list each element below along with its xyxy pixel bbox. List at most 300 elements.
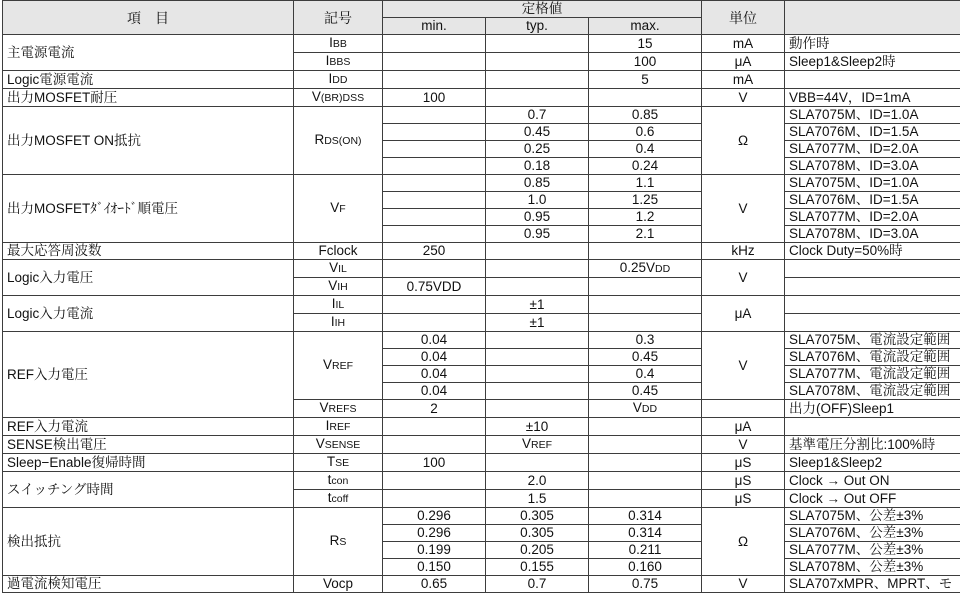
condition-text: 基準電圧分割比:100%時 <box>789 436 936 452</box>
symbol-cell <box>294 436 383 454</box>
condition-cell <box>785 490 960 508</box>
max-value: 0.211 <box>628 542 662 557</box>
max-cell <box>589 366 702 383</box>
item-name-cell <box>3 436 294 454</box>
condition-text: SLA7078M、ID=3.0A <box>789 158 919 173</box>
unit-value: kHz <box>731 243 755 258</box>
unit-cell <box>702 436 785 454</box>
symbol-subscript: SENSE <box>324 439 361 451</box>
table-row <box>3 260 960 278</box>
item-name: 検出抵抗 <box>7 533 61 549</box>
condition-cell <box>785 418 960 436</box>
unit-value: Ω <box>737 132 749 148</box>
unit-cell <box>702 89 785 107</box>
condition-cell <box>785 209 960 226</box>
table-row <box>3 576 960 593</box>
max-cell <box>589 278 702 296</box>
header-symbol: 記号 <box>294 1 383 35</box>
min-value: 0.296 <box>417 525 451 540</box>
symbol-subscript: REFS <box>328 403 357 415</box>
symbol-main: V <box>319 400 329 415</box>
symbol-subscript: IL <box>335 299 345 311</box>
unit-value: mA <box>732 71 754 87</box>
unit-cell <box>702 454 785 472</box>
condition-cell <box>785 576 960 593</box>
max-subscript: DD <box>641 403 658 415</box>
symbol-cell <box>294 89 383 107</box>
max-cell <box>589 226 702 243</box>
max-cell <box>589 243 702 260</box>
symbol-cell <box>294 260 383 278</box>
item-name-cell <box>3 508 294 576</box>
condition-cell <box>785 158 960 175</box>
item-name: REF入力電流 <box>7 418 88 434</box>
max-cell <box>589 107 702 124</box>
item-name: Logic入力電圧 <box>7 269 94 285</box>
min-cell <box>383 124 486 141</box>
min-cell <box>383 576 486 593</box>
item-name: 最大応答周波数 <box>7 243 102 258</box>
typ-cell <box>486 508 589 525</box>
min-value: 0.04 <box>420 332 448 347</box>
max-value: 0.160 <box>628 559 662 574</box>
header-unit: 単位 <box>702 1 785 35</box>
symbol-cell <box>294 472 383 490</box>
unit-cell <box>702 508 785 576</box>
min-cell <box>383 400 486 418</box>
condition-cell <box>785 89 960 107</box>
max-value: V <box>632 400 642 415</box>
min-cell <box>383 366 486 383</box>
symbol-cell <box>294 576 383 593</box>
min-cell <box>383 454 486 472</box>
symbol-cell <box>294 71 383 89</box>
typ-value: 0.95 <box>523 226 551 241</box>
item-name-cell <box>3 296 294 332</box>
typ-value: 0.7 <box>527 107 547 122</box>
condition-cell <box>785 53 960 71</box>
header-min: min. <box>383 18 486 35</box>
min-cell <box>383 472 486 490</box>
condition-cell <box>785 124 960 141</box>
symbol-cell <box>294 278 383 296</box>
item-name-cell <box>3 418 294 436</box>
min-cell <box>383 260 486 278</box>
item-name: Logic電源電流 <box>7 71 94 87</box>
max-cell <box>589 490 702 508</box>
typ-value: 0.45 <box>523 124 551 139</box>
symbol-main: t <box>327 472 332 487</box>
typ-cell <box>486 454 589 472</box>
unit-cell <box>702 53 785 71</box>
max-value: 1.1 <box>635 175 655 190</box>
unit-value: V <box>738 89 748 105</box>
symbol-cell <box>294 53 383 71</box>
unit-value: μA <box>734 53 752 69</box>
min-cell <box>383 559 486 576</box>
min-cell <box>383 278 486 296</box>
typ-cell <box>486 209 589 226</box>
min-value: 250 <box>422 243 446 258</box>
typ-cell <box>486 576 589 593</box>
electrical-characteristics-table <box>2 0 960 593</box>
table-row <box>3 175 960 192</box>
max-value: 0.75 <box>631 576 659 591</box>
typ-cell <box>486 400 589 418</box>
max-cell <box>589 383 702 400</box>
header-rating: 定格値 <box>383 1 702 18</box>
table-row <box>3 436 960 454</box>
typ-cell <box>486 141 589 158</box>
condition-cell <box>785 192 960 209</box>
max-value: 2.1 <box>635 226 655 241</box>
item-name-cell <box>3 71 294 89</box>
symbol-subscript: REF <box>332 360 353 372</box>
max-cell <box>589 418 702 436</box>
condition-text: VBB=44V，ID=1mA <box>789 89 911 105</box>
symbol-cell <box>294 243 383 260</box>
item-name: 出力MOSFET ON抵抗 <box>7 132 142 148</box>
symbol-main: I <box>325 418 330 433</box>
min-cell <box>383 542 486 559</box>
table-body <box>3 35 960 593</box>
typ-cell <box>486 296 589 314</box>
typ-cell <box>486 226 589 243</box>
typ-cell <box>486 243 589 260</box>
symbol-main: R <box>329 533 340 548</box>
item-name-cell <box>3 576 294 593</box>
header-typ: typ. <box>486 18 589 35</box>
condition-text: SLA7078M、電流設定範囲 <box>789 383 951 398</box>
condition-text: SLA7076M、電流設定範囲 <box>789 349 951 364</box>
symbol-subscript: IH <box>337 281 348 293</box>
symbol-cell <box>294 296 383 314</box>
typ-cell <box>486 192 589 209</box>
symbol-subscript: SE <box>335 457 350 469</box>
min-cell <box>383 89 486 107</box>
unit-value: V <box>738 576 748 591</box>
item-name: 過電流検知電圧 <box>7 576 102 591</box>
header-item: 項 目 <box>3 1 294 35</box>
max-cell <box>589 89 702 107</box>
max-cell <box>589 332 702 349</box>
symbol-main: V <box>328 278 338 293</box>
symbol-main: I <box>330 314 335 329</box>
item-name-cell <box>3 332 294 418</box>
max-cell <box>589 35 702 53</box>
symbol-main: I <box>331 296 336 311</box>
condition-cell <box>785 349 960 366</box>
min-value: 0.04 <box>420 366 448 381</box>
unit-value: μS <box>734 472 752 488</box>
item-name: 出力MOSFETﾀﾞｲｵｰﾄﾞ順電圧 <box>7 200 178 216</box>
symbol-main: Fclock <box>318 243 358 258</box>
max-value: 0.85 <box>631 107 659 122</box>
condition-cell <box>785 243 960 260</box>
unit-cell <box>702 400 785 418</box>
condition-cell <box>785 278 960 296</box>
table-row <box>3 454 960 472</box>
min-cell <box>383 35 486 53</box>
max-value: 15 <box>637 35 653 51</box>
unit-value: mA <box>732 35 754 51</box>
condition-cell <box>785 436 960 454</box>
table-row <box>3 71 960 89</box>
condition-text: SLA7075M、電流設定範囲 <box>789 332 951 347</box>
max-value: 0.25V <box>619 260 656 275</box>
max-value: 0.24 <box>631 158 659 173</box>
unit-value: μS <box>734 490 752 506</box>
min-value: 0.04 <box>420 383 448 398</box>
min-cell <box>383 226 486 243</box>
typ-cell <box>486 278 589 296</box>
typ-value: 0.205 <box>520 542 554 557</box>
min-value: 2 <box>430 400 438 416</box>
max-subscript: DD <box>655 263 671 275</box>
condition-text: SLA7077M、公差±3% <box>789 542 924 557</box>
typ-cell <box>486 525 589 542</box>
typ-cell <box>486 542 589 559</box>
typ-value: ±1 <box>529 296 545 312</box>
max-cell <box>589 349 702 366</box>
max-cell <box>589 71 702 89</box>
item-name-cell <box>3 107 294 175</box>
symbol-cell <box>294 490 383 508</box>
typ-value: 0.305 <box>520 508 554 523</box>
min-value: 0.65 <box>420 576 448 591</box>
item-name: REF入力電圧 <box>7 366 88 382</box>
max-cell <box>589 400 702 418</box>
symbol-main: V <box>330 200 340 215</box>
condition-cell <box>785 260 960 278</box>
typ-value: ±1 <box>529 314 545 330</box>
symbol-subscript: F <box>339 203 346 215</box>
min-cell <box>383 296 486 314</box>
typ-cell <box>486 314 589 332</box>
symbol-subscript: con <box>331 475 349 487</box>
symbol-subscript: BBS <box>329 56 351 68</box>
condition-cell <box>785 472 960 490</box>
typ-cell <box>486 260 589 278</box>
symbol-cell <box>294 508 383 576</box>
typ-value: 0.25 <box>523 141 551 156</box>
condition-cell <box>785 35 960 53</box>
min-cell <box>383 141 486 158</box>
typ-value: 2.0 <box>527 472 547 488</box>
max-cell <box>589 454 702 472</box>
condition-text: Sleep1&Sleep2 <box>789 454 883 470</box>
max-cell <box>589 314 702 332</box>
symbol-main: R <box>314 132 325 147</box>
max-value: 1.2 <box>635 209 655 224</box>
condition-cell <box>785 332 960 349</box>
typ-cell <box>486 175 589 192</box>
table-header <box>3 1 960 35</box>
typ-cell <box>486 53 589 71</box>
unit-value: V <box>738 357 748 373</box>
unit-value: Ω <box>737 533 749 549</box>
item-name: SENSE検出電圧 <box>7 436 107 452</box>
typ-cell <box>486 418 589 436</box>
typ-cell <box>486 472 589 490</box>
item-name-cell <box>3 243 294 260</box>
min-value: 0.150 <box>417 559 451 574</box>
item-name-cell <box>3 175 294 243</box>
condition-cell <box>785 508 960 525</box>
item-name-cell <box>3 35 294 71</box>
symbol-subscript: IH <box>334 317 346 329</box>
max-value: 5 <box>641 71 649 87</box>
symbol-main: I <box>325 53 330 68</box>
condition-text: SLA7076M、ID=1.5A <box>789 192 919 207</box>
condition-cell <box>785 525 960 542</box>
symbol-main: I <box>328 71 333 86</box>
typ-value: 0.7 <box>527 576 547 591</box>
symbol-main: T <box>326 454 336 469</box>
typ-subscript: REF <box>531 439 552 451</box>
symbol-cell <box>294 400 383 418</box>
table-row <box>3 107 960 124</box>
condition-text: 出力(OFF)Sleep1 <box>789 400 895 416</box>
item-name-cell <box>3 472 294 508</box>
header-max: max. <box>589 18 702 35</box>
condition-text: SLA7076M、公差±3% <box>789 525 924 540</box>
typ-value: 0.85 <box>523 175 551 190</box>
min-cell <box>383 418 486 436</box>
symbol-cell <box>294 107 383 175</box>
max-cell <box>589 260 702 278</box>
max-cell <box>589 542 702 559</box>
min-cell <box>383 383 486 400</box>
min-cell <box>383 436 486 454</box>
symbol-cell <box>294 35 383 53</box>
symbol-main: V <box>311 89 321 104</box>
unit-value: V <box>738 436 748 452</box>
symbol-cell <box>294 332 383 400</box>
symbol-subscript: (BR)DSS <box>320 92 365 104</box>
condition-cell <box>785 542 960 559</box>
typ-value: ±10 <box>525 418 549 434</box>
item-name-cell <box>3 454 294 472</box>
table-row <box>3 35 960 53</box>
min-value: 100 <box>422 89 446 105</box>
typ-cell <box>486 366 589 383</box>
max-cell <box>589 53 702 71</box>
symbol-main: V <box>322 357 332 372</box>
condition-text: Sleep1&Sleep2時 <box>789 53 896 69</box>
min-cell <box>383 349 486 366</box>
min-cell <box>383 158 486 175</box>
max-cell <box>589 175 702 192</box>
typ-value: V <box>521 436 531 451</box>
table-row <box>3 418 960 436</box>
typ-value: 0.18 <box>523 158 551 173</box>
min-cell <box>383 525 486 542</box>
typ-value: 0.95 <box>523 209 551 224</box>
symbol-cell <box>294 418 383 436</box>
condition-cell <box>785 296 960 314</box>
symbol-subscript: IL <box>338 263 347 275</box>
min-cell <box>383 192 486 209</box>
typ-cell <box>486 107 589 124</box>
condition-text: SLA707xMPR、MPRT、モ <box>789 576 953 591</box>
typ-cell <box>486 490 589 508</box>
unit-cell <box>702 243 785 260</box>
typ-cell <box>486 89 589 107</box>
item-name: 出力MOSFET耐圧 <box>7 89 118 105</box>
unit-cell <box>702 418 785 436</box>
max-cell <box>589 296 702 314</box>
min-value: 100 <box>422 454 446 470</box>
symbol-cell <box>294 314 383 332</box>
condition-text: SLA7076M、ID=1.5A <box>789 124 919 139</box>
max-cell <box>589 559 702 576</box>
item-name: 主電源電流 <box>7 44 75 60</box>
item-name-cell <box>3 260 294 296</box>
typ-cell <box>486 158 589 175</box>
max-value: 1.25 <box>631 192 659 207</box>
unit-cell <box>702 472 785 490</box>
max-value: 0.3 <box>635 332 655 347</box>
max-value: 0.6 <box>635 124 655 139</box>
unit-cell <box>702 175 785 243</box>
condition-text: SLA7077M、電流設定範囲 <box>789 366 951 381</box>
table-row <box>3 243 960 260</box>
min-value: 0.199 <box>417 542 451 557</box>
typ-value: 0.305 <box>520 525 554 540</box>
min-cell <box>383 332 486 349</box>
max-value: 0.4 <box>635 141 655 156</box>
typ-cell <box>486 71 589 89</box>
condition-text: 動作時 <box>789 35 830 51</box>
symbol-subscript: BB <box>332 38 347 50</box>
symbol-subscript: DS(ON) <box>324 135 362 147</box>
item-name-cell <box>3 89 294 107</box>
max-value: 0.4 <box>635 366 655 381</box>
item-name: スイッチング時間 <box>7 481 114 497</box>
header-condition <box>785 1 960 35</box>
condition-cell <box>785 71 960 89</box>
min-cell <box>383 209 486 226</box>
condition-text: SLA7075M、ID=1.0A <box>789 107 919 122</box>
max-cell <box>589 436 702 454</box>
symbol-subscript: S <box>339 536 347 548</box>
condition-text: SLA7078M、公差±3% <box>789 559 924 574</box>
unit-cell <box>702 332 785 400</box>
condition-text: SLA7077M、ID=2.0A <box>789 141 919 156</box>
unit-cell <box>702 71 785 89</box>
table-row <box>3 508 960 525</box>
min-value: 0.296 <box>417 508 451 523</box>
symbol-subscript: REF <box>329 421 351 433</box>
max-cell <box>589 124 702 141</box>
min-cell <box>383 314 486 332</box>
min-cell <box>383 243 486 260</box>
condition-cell <box>785 107 960 124</box>
min-value: 0.75VDD <box>406 278 462 294</box>
typ-cell <box>486 124 589 141</box>
symbol-main: V <box>315 436 325 451</box>
condition-cell <box>785 366 960 383</box>
condition-text: Clock → Out ON <box>789 472 890 488</box>
typ-cell <box>486 349 589 366</box>
unit-cell <box>702 296 785 332</box>
condition-text: SLA7075M、公差±3% <box>789 508 924 523</box>
symbol-main: Vocp <box>322 576 354 591</box>
table-row <box>3 89 960 107</box>
condition-text: SLA7075M、ID=1.0A <box>789 175 919 190</box>
item-name: Sleep−Enable復帰時間 <box>7 454 146 470</box>
